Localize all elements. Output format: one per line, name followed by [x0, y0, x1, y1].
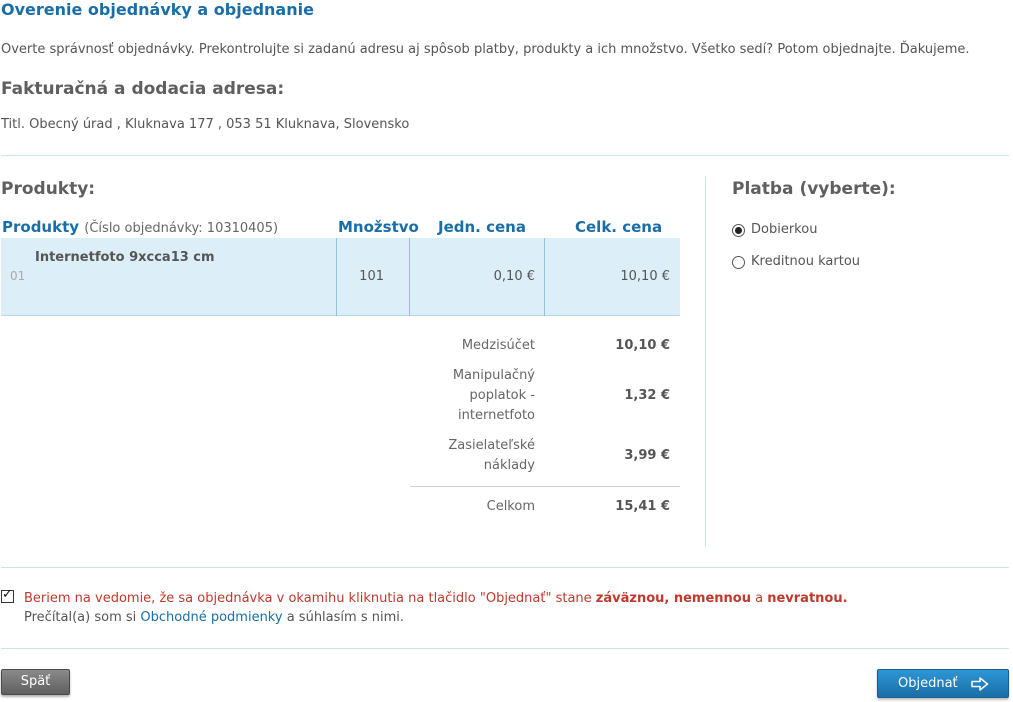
- arrow-right-icon: [971, 677, 989, 691]
- product-name: Internetfoto 9xcca13 cm: [35, 250, 215, 265]
- consent-strong: nevratnou.: [767, 591, 848, 606]
- consent-text: a súhlasím s nimi.: [282, 610, 404, 625]
- product-index: 01: [10, 269, 26, 283]
- column-separator: [336, 238, 337, 316]
- col-header-product-label: Produkty: [2, 218, 80, 236]
- total-label: Celkom: [486, 499, 535, 514]
- shipping-label-line: Zasielateľské: [448, 438, 535, 453]
- consent-text: Beriem na vedomie, že sa objednávka v okamihu kliknutia na tlačidlo "Objednať" stane: [24, 591, 596, 606]
- column-separator: [544, 238, 545, 316]
- products-title: Produkty:: [1, 179, 96, 199]
- payment-card-label[interactable]: Kreditnou kartou: [751, 254, 861, 269]
- terms-checkbox[interactable]: [1, 590, 14, 603]
- consent-strong: záväznou, nemennou: [595, 591, 751, 606]
- order-button[interactable]: [877, 669, 1009, 698]
- handling-label-line: internetfoto: [458, 408, 535, 423]
- subtotal-value: 10,10 €: [615, 338, 670, 353]
- order-button-label: Objednať: [898, 676, 958, 691]
- divider: [1, 648, 1009, 649]
- terms-link[interactable]: Obchodné podmienky: [140, 610, 283, 625]
- payment-cod-radio[interactable]: [732, 224, 745, 237]
- consent-text: Prečítal(a) som si: [24, 610, 141, 625]
- handling-value: 1,32 €: [624, 388, 670, 403]
- back-button[interactable]: Späť: [1, 669, 70, 695]
- subtotal-label: Medzisúčet: [461, 338, 535, 353]
- summary-divider: [410, 486, 680, 487]
- handling-label: [405, 366, 535, 426]
- col-header-quantity: Množstvo: [338, 218, 419, 236]
- payment-cod-label[interactable]: Dobierkou: [751, 222, 818, 237]
- product-quantity: 101: [359, 269, 384, 284]
- payment-title: Platba (vyberte):: [732, 179, 896, 199]
- divider: [1, 155, 1009, 156]
- col-header-unit-price: Jedn. cena: [438, 218, 526, 236]
- handling-label-line: Manipulačný: [452, 368, 535, 383]
- product-unit-price: 0,10 €: [493, 269, 535, 284]
- address-title: Fakturačná a dodacia adresa:: [1, 79, 285, 99]
- shipping-value: 3,99 €: [624, 448, 670, 463]
- col-header-product: [2, 218, 278, 236]
- consent-line-1: [24, 591, 848, 606]
- col-header-total-price: Celk. cena: [575, 218, 663, 236]
- order-number: (Číslo objednávky: 10310405): [84, 221, 279, 236]
- total-value: 15,41 €: [615, 499, 670, 514]
- address-value: Titl. Obecný úrad , Kluknava 177 , 053 51 Kluknava, Slovensko: [1, 117, 410, 132]
- intro-text: Overte správnosť objednávky. Prekontrolujte si zadanú adresu aj spôsob platby, produkty a ich množstvo. Všetko sedí? Potom objednajte. Ďakujeme.: [1, 42, 970, 57]
- column-separator: [409, 238, 410, 316]
- product-total-price: 10,10 €: [620, 269, 670, 284]
- handling-label-line: poplatok -: [469, 388, 535, 403]
- section-divider: [705, 177, 706, 547]
- shipping-label: [405, 436, 535, 476]
- divider: [1, 567, 1009, 568]
- payment-card-radio[interactable]: [732, 256, 745, 269]
- consent-line-2: [24, 610, 404, 625]
- shipping-label-line: náklady: [483, 458, 535, 473]
- consent-text: a: [750, 591, 768, 606]
- page-title: Overenie objednávky a objednanie: [1, 0, 314, 19]
